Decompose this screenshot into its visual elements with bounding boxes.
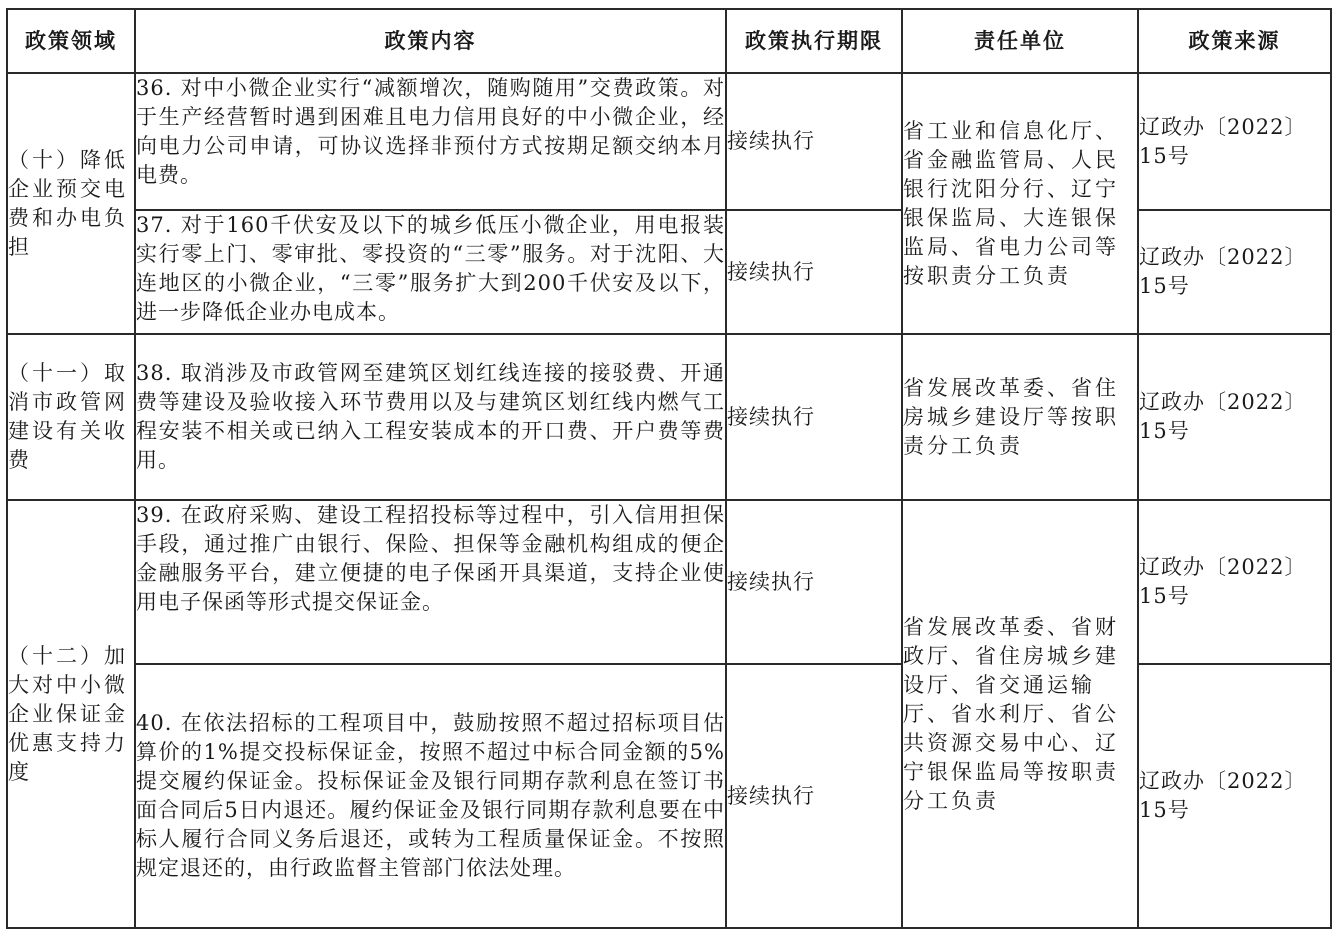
header-unit: 责任单位	[902, 9, 1138, 73]
policy-period-cell: 接续执行	[726, 73, 902, 210]
policy-period-cell: 接续执行	[726, 334, 902, 500]
header-source: 政策来源	[1138, 9, 1331, 73]
policy-source-cell: 辽政办〔2022〕15号	[1138, 500, 1331, 664]
table-row	[7, 73, 1331, 210]
responsible-unit-cell: 省发展改革委、省住房城乡建设厅等按职责分工负责	[902, 334, 1138, 500]
table-row	[7, 334, 1331, 500]
policy-source-cell: 辽政办〔2022〕15号	[1138, 210, 1331, 334]
policy-period-cell: 接续执行	[726, 500, 902, 664]
responsible-unit-cell: 省发展改革委、省财政厅、省住房城乡建设厅、省交通运输厅、省水利厅、省公共资源交易中心、辽宁银保监局等按职责分工负责	[902, 500, 1138, 928]
header-period: 政策执行期限	[726, 9, 902, 73]
header-row	[7, 9, 1331, 73]
policy-source-cell: 辽政办〔2022〕15号	[1138, 73, 1331, 210]
table-row	[7, 500, 1331, 664]
policy-content-cell: 36. 对中小微企业实行“减额增次，随购随用”交费政策。对于生产经营暂时遇到困难且电力信用良好的中小微企业，经向电力公司申请，可协议选择非预付方式按期足额交纳本月电费。	[135, 73, 726, 210]
policy-content-cell: 39. 在政府采购、建设工程招投标等过程中，引入信用担保手段，通过推广由银行、保险、担保等金融机构组成的便企金融服务平台，建立便捷的电子保函开具渠道，支持企业使用电子保函等形式提交保证金。	[135, 500, 726, 664]
policy-source-cell: 辽政办〔2022〕15号	[1138, 334, 1331, 500]
policy-period-cell: 接续执行	[726, 664, 902, 928]
policy-field-cell: （十）降低企业预交电费和办电负担	[7, 73, 135, 334]
policy-period-cell: 接续执行	[726, 210, 902, 334]
header-field: 政策领域	[7, 9, 135, 73]
policy-content-cell: 37. 对于160千伏安及以下的城乡低压小微企业，用电报装实行零上门、零审批、零投资的“三零”服务。对于沈阳、大连地区的小微企业，“三零”服务扩大到200千伏安及以下，进一步降低企业办电成本。	[135, 210, 726, 334]
policy-table	[6, 8, 1332, 929]
header-content: 政策内容	[135, 9, 726, 73]
responsible-unit-cell: 省工业和信息化厅、省金融监管局、人民银行沈阳分行、辽宁银保监局、大连银保监局、省电力公司等按职责分工负责	[902, 73, 1138, 334]
policy-field-cell: （十二）加大对中小微企业保证金优惠支持力度	[7, 500, 135, 928]
policy-content-cell: 40. 在依法招标的工程项目中，鼓励按照不超过招标项目估算价的1%提交投标保证金，按照不超过中标合同金额的5%提交履约保证金。投标保证金及银行同期存款利息在签订书面合同后5日内退还。履约保证金及银行同期存款利息要在中标人履行合同义务后退还，或转为工程质量保证金。不按照规定退还的，由行政监督主管部门依法处理。	[135, 664, 726, 928]
policy-source-cell: 辽政办〔2022〕15号	[1138, 664, 1331, 928]
policy-content-cell: 38. 取消涉及市政管网至建筑区划红线连接的接驳费、开通费等建设及验收接入环节费用以及与建筑区划红线内燃气工程安装不相关或已纳入工程安装成本的开口费、开户费等费用。	[135, 334, 726, 500]
policy-field-cell: （十一）取消市政管网建设有关收费	[7, 334, 135, 500]
